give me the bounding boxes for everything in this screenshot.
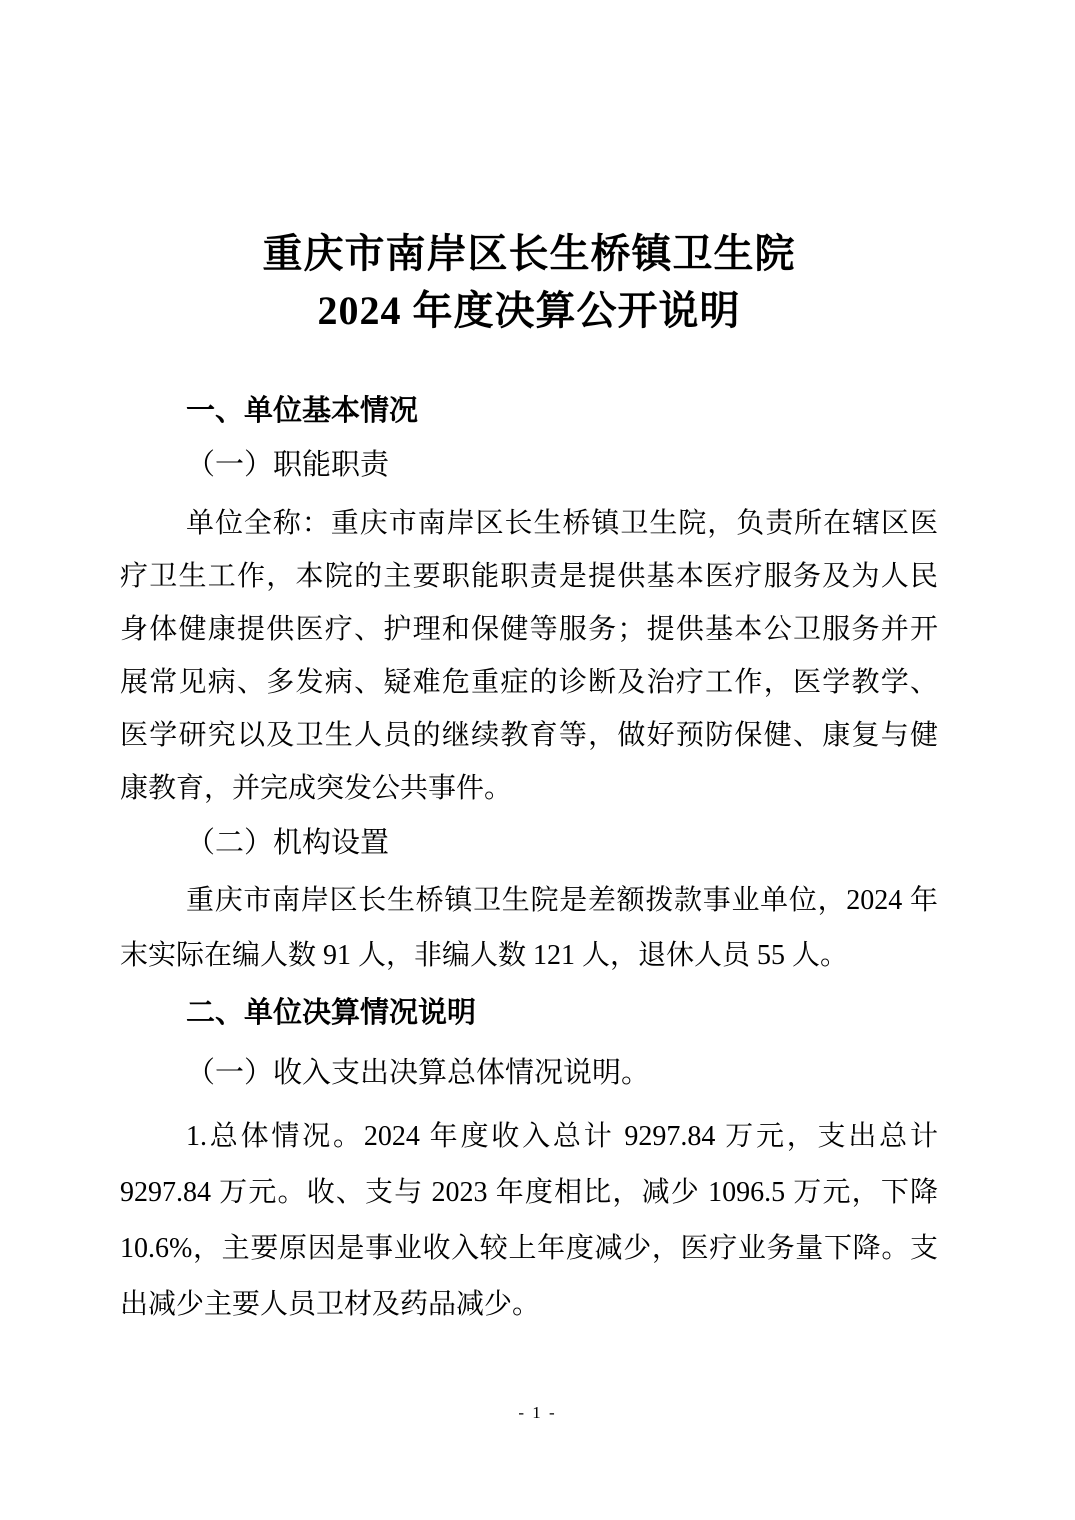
paragraph-budget-overview-line: 出减少主要人员卫材及药品减少。 (120, 1289, 541, 1320)
section-1-1-heading: （一）职能职责 (186, 449, 390, 481)
section-1-heading: 一、单位基本情况 (186, 395, 419, 427)
paragraph-functions-line: 康教育，并完成突发公共事件。 (120, 773, 513, 804)
document-title-line2: 2024 年度决算公开说明 (317, 288, 741, 333)
page-number: - 1 - (518, 1403, 557, 1422)
paragraph-budget-overview-line: 1.总体情况。2024 年度收入总计 9297.84 万元，支出总计 (186, 1121, 938, 1152)
section-2-heading: 二、单位决算情况说明 (186, 997, 477, 1029)
document-title-line1: 重庆市南岸区长生桥镇卫生院 (262, 231, 796, 276)
section-2-1-heading: （一）收入支出决算总体情况说明。 (186, 1057, 651, 1089)
paragraph-functions (120, 497, 938, 815)
section-1-2-heading: （二）机构设置 (186, 827, 390, 859)
document-content (120, 0, 938, 1333)
paragraph-budget-overview-line: 9297.84 万元。收、支与 2023 年度相比，减少 1096.5 万元，下降 (120, 1177, 938, 1208)
paragraph-functions-line: 医学研究以及卫生人员的继续教育等，做好预防保健、康复与健 (120, 720, 938, 751)
paragraph-staffing-line: 重庆市南岸区长生桥镇卫生院是差额拨款事业单位，2024 年 (186, 885, 938, 916)
paragraph-staffing-line: 末实际在编人数 91 人，非编人数 121 人，退休人员 55 人。 (120, 940, 849, 971)
paragraph-functions-line: 单位全称：重庆市南岸区长生桥镇卫生院，负责所在辖区医 (186, 508, 938, 539)
paragraph-functions-line: 身体健康提供医疗、护理和保健等服务；提供基本公卫服务并开 (120, 614, 938, 645)
paragraph-functions-line: 疗卫生工作，本院的主要职能职责是提供基本医疗服务及为人民 (120, 561, 938, 592)
paragraph-staffing (120, 873, 938, 983)
paragraph-budget-overview-line: 10.6%，主要原因是事业收入较上年度减少，医疗业务量下降。支 (120, 1233, 938, 1264)
paragraph-functions-line: 展常见病、多发病、疑难危重症的诊断及治疗工作，医学教学、 (120, 667, 938, 698)
paragraph-budget-overview (120, 1109, 938, 1333)
document-title (120, 0, 938, 339)
